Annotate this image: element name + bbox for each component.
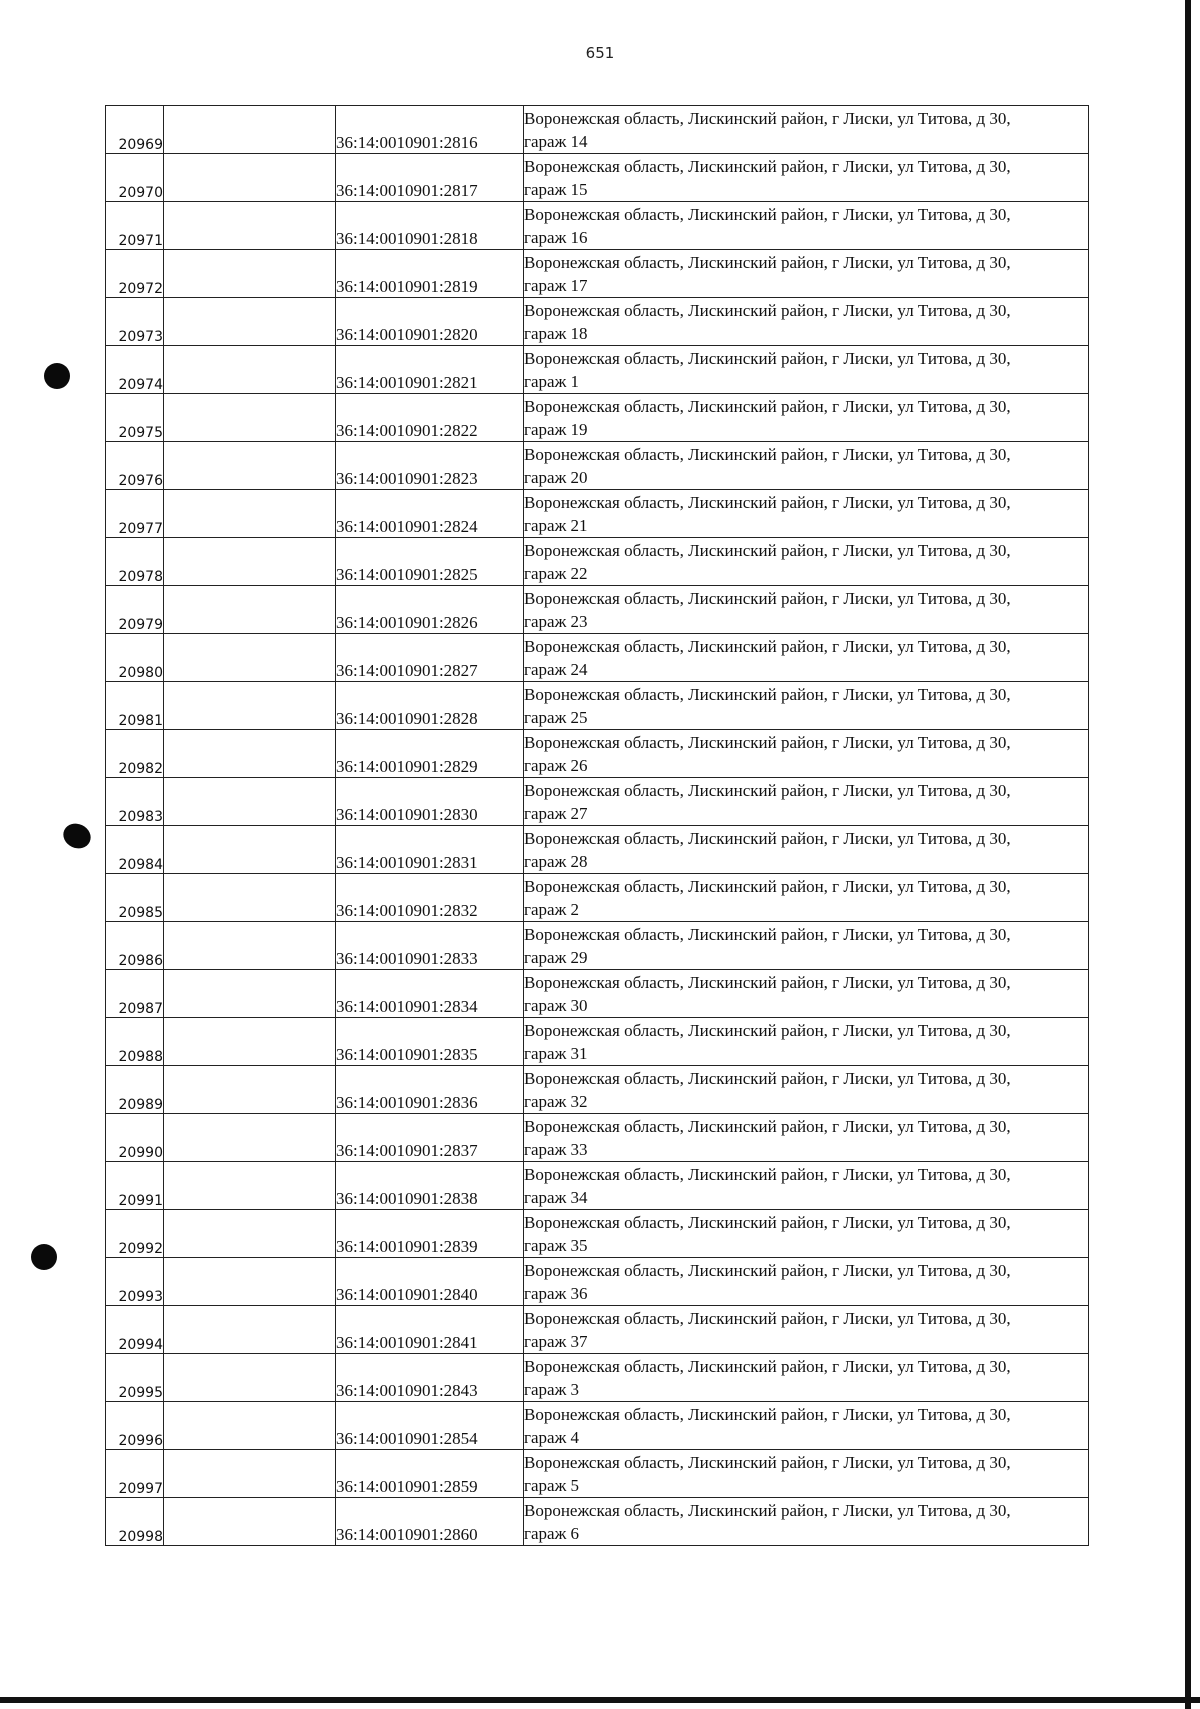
cadastral-number: 36:14:0010901:2838 bbox=[336, 1162, 524, 1210]
table-row bbox=[106, 1018, 1089, 1066]
table-row bbox=[106, 250, 1089, 298]
garage-number: гараж 22 bbox=[524, 564, 588, 583]
cadastral-number: 36:14:0010901:2833 bbox=[336, 922, 524, 970]
address-line: Воронежская область, Лискинский район, г Лиски, ул Титова, д 30, bbox=[524, 1309, 1011, 1328]
record-number: 20975 bbox=[106, 394, 164, 442]
cadastral-number: 36:14:0010901:2817 bbox=[336, 154, 524, 202]
empty-cell bbox=[164, 346, 336, 394]
address-line: Воронежская область, Лискинский район, г Лиски, ул Титова, д 30, bbox=[524, 1021, 1011, 1040]
address-cell bbox=[524, 586, 1089, 634]
garage-number: гараж 33 bbox=[524, 1140, 588, 1159]
table-row bbox=[106, 922, 1089, 970]
address-cell bbox=[524, 1114, 1089, 1162]
address-cell bbox=[524, 1402, 1089, 1450]
cadastral-number: 36:14:0010901:2825 bbox=[336, 538, 524, 586]
table-row bbox=[106, 1162, 1089, 1210]
record-number: 20995 bbox=[106, 1354, 164, 1402]
address-cell bbox=[524, 970, 1089, 1018]
table-row bbox=[106, 1306, 1089, 1354]
address-line: Воронежская область, Лискинский район, г Лиски, ул Титова, д 30, bbox=[524, 157, 1011, 176]
cadastral-number: 36:14:0010901:2843 bbox=[336, 1354, 524, 1402]
punch-hole-mark bbox=[44, 363, 70, 389]
cadastral-number: 36:14:0010901:2822 bbox=[336, 394, 524, 442]
cadastral-number: 36:14:0010901:2859 bbox=[336, 1450, 524, 1498]
address-cell bbox=[524, 1018, 1089, 1066]
address-line: Воронежская область, Лискинский район, г Лиски, ул Титова, д 30, bbox=[524, 349, 1011, 368]
empty-cell bbox=[164, 730, 336, 778]
record-number: 20977 bbox=[106, 490, 164, 538]
empty-cell bbox=[164, 1498, 336, 1546]
record-number: 20988 bbox=[106, 1018, 164, 1066]
garage-number: гараж 16 bbox=[524, 228, 588, 247]
garage-number: гараж 27 bbox=[524, 804, 588, 823]
garage-number: гараж 35 bbox=[524, 1236, 588, 1255]
table-row bbox=[106, 154, 1089, 202]
address-cell bbox=[524, 1450, 1089, 1498]
empty-cell bbox=[164, 1258, 336, 1306]
cadastral-number: 36:14:0010901:2834 bbox=[336, 970, 524, 1018]
address-line: Воронежская область, Лискинский район, г Лиски, ул Титова, д 30, bbox=[524, 301, 1011, 320]
record-number: 20998 bbox=[106, 1498, 164, 1546]
table-row bbox=[106, 1258, 1089, 1306]
record-number: 20992 bbox=[106, 1210, 164, 1258]
record-number: 20994 bbox=[106, 1306, 164, 1354]
garage-number: гараж 37 bbox=[524, 1332, 588, 1351]
record-number: 20985 bbox=[106, 874, 164, 922]
address-line: Воронежская область, Лискинский район, г Лиски, ул Титова, д 30, bbox=[524, 1213, 1011, 1232]
record-number: 20980 bbox=[106, 634, 164, 682]
table-row bbox=[106, 298, 1089, 346]
empty-cell bbox=[164, 538, 336, 586]
cadastral-number: 36:14:0010901:2826 bbox=[336, 586, 524, 634]
address-cell bbox=[524, 1306, 1089, 1354]
cadastral-number: 36:14:0010901:2841 bbox=[336, 1306, 524, 1354]
garage-number: гараж 25 bbox=[524, 708, 588, 727]
garage-number: гараж 31 bbox=[524, 1044, 588, 1063]
record-number: 20969 bbox=[106, 106, 164, 154]
record-number: 20973 bbox=[106, 298, 164, 346]
record-number: 20981 bbox=[106, 682, 164, 730]
address-cell bbox=[524, 682, 1089, 730]
table-row bbox=[106, 442, 1089, 490]
record-number: 20997 bbox=[106, 1450, 164, 1498]
record-number: 20974 bbox=[106, 346, 164, 394]
empty-cell bbox=[164, 394, 336, 442]
address-cell bbox=[524, 1354, 1089, 1402]
empty-cell bbox=[164, 634, 336, 682]
address-cell bbox=[524, 106, 1089, 154]
garage-number: гараж 2 bbox=[524, 900, 580, 919]
address-line: Воронежская область, Лискинский район, г Лиски, ул Титова, д 30, bbox=[524, 925, 1011, 944]
empty-cell bbox=[164, 1402, 336, 1450]
table-row bbox=[106, 970, 1089, 1018]
garage-number: гараж 30 bbox=[524, 996, 588, 1015]
address-cell bbox=[524, 490, 1089, 538]
cadastral-number: 36:14:0010901:2823 bbox=[336, 442, 524, 490]
scan-edge-right bbox=[1185, 0, 1191, 1709]
record-number: 20984 bbox=[106, 826, 164, 874]
empty-cell bbox=[164, 1354, 336, 1402]
record-number: 20989 bbox=[106, 1066, 164, 1114]
address-cell bbox=[524, 730, 1089, 778]
garage-number: гараж 26 bbox=[524, 756, 588, 775]
table-row bbox=[106, 586, 1089, 634]
cadastral-number: 36:14:0010901:2818 bbox=[336, 202, 524, 250]
punch-hole-mark bbox=[31, 1244, 57, 1270]
address-line: Воронежская область, Лискинский район, г Лиски, ул Титова, д 30, bbox=[524, 1069, 1011, 1088]
empty-cell bbox=[164, 298, 336, 346]
record-number: 20970 bbox=[106, 154, 164, 202]
cadastral-number: 36:14:0010901:2824 bbox=[336, 490, 524, 538]
record-number: 20987 bbox=[106, 970, 164, 1018]
address-cell bbox=[524, 1258, 1089, 1306]
cadastral-number: 36:14:0010901:2816 bbox=[336, 106, 524, 154]
address-cell bbox=[524, 1162, 1089, 1210]
garage-number: гараж 1 bbox=[524, 372, 580, 391]
cadastral-number: 36:14:0010901:2821 bbox=[336, 346, 524, 394]
empty-cell bbox=[164, 922, 336, 970]
address-cell bbox=[524, 634, 1089, 682]
cadastral-number: 36:14:0010901:2829 bbox=[336, 730, 524, 778]
address-cell bbox=[524, 1210, 1089, 1258]
cadastral-number: 36:14:0010901:2836 bbox=[336, 1066, 524, 1114]
garage-number: гараж 24 bbox=[524, 660, 588, 679]
punch-hole-mark bbox=[59, 819, 95, 853]
address-line: Воронежская область, Лискинский район, г Лиски, ул Титова, д 30, bbox=[524, 1453, 1011, 1472]
address-line: Воронежская область, Лискинский район, г Лиски, ул Титова, д 30, bbox=[524, 685, 1011, 704]
empty-cell bbox=[164, 154, 336, 202]
record-number: 20982 bbox=[106, 730, 164, 778]
address-cell bbox=[524, 874, 1089, 922]
garage-number: гараж 28 bbox=[524, 852, 588, 871]
address-cell bbox=[524, 394, 1089, 442]
address-line: Воронежская область, Лискинский район, г Лиски, ул Титова, д 30, bbox=[524, 397, 1011, 416]
registry-table-body bbox=[106, 106, 1089, 1546]
garage-number: гараж 19 bbox=[524, 420, 588, 439]
garage-number: гараж 23 bbox=[524, 612, 588, 631]
address-cell bbox=[524, 154, 1089, 202]
garage-number: гараж 34 bbox=[524, 1188, 588, 1207]
address-line: Воронежская область, Лискинский район, г Лиски, ул Титова, д 30, bbox=[524, 1405, 1011, 1424]
table-row bbox=[106, 634, 1089, 682]
table-row bbox=[106, 1498, 1089, 1546]
empty-cell bbox=[164, 1162, 336, 1210]
address-line: Воронежская область, Лискинский район, г Лиски, ул Титова, д 30, bbox=[524, 637, 1011, 656]
table-row bbox=[106, 538, 1089, 586]
address-line: Воронежская область, Лискинский район, г Лиски, ул Титова, д 30, bbox=[524, 589, 1011, 608]
garage-number: гараж 32 bbox=[524, 1092, 588, 1111]
table-row bbox=[106, 1066, 1089, 1114]
cadastral-number: 36:14:0010901:2837 bbox=[336, 1114, 524, 1162]
address-line: Воронежская область, Лискинский район, г Лиски, ул Титова, д 30, bbox=[524, 1261, 1011, 1280]
garage-number: гараж 18 bbox=[524, 324, 588, 343]
garage-number: гараж 4 bbox=[524, 1428, 580, 1447]
garage-number: гараж 14 bbox=[524, 132, 588, 151]
address-line: Воронежская область, Лискинский район, г Лиски, ул Титова, д 30, bbox=[524, 205, 1011, 224]
garage-number: гараж 29 bbox=[524, 948, 588, 967]
empty-cell bbox=[164, 202, 336, 250]
address-cell bbox=[524, 1066, 1089, 1114]
empty-cell bbox=[164, 1306, 336, 1354]
address-line: Воронежская область, Лискинский район, г Лиски, ул Титова, д 30, bbox=[524, 733, 1011, 752]
cadastral-number: 36:14:0010901:2839 bbox=[336, 1210, 524, 1258]
address-line: Воронежская область, Лискинский район, г Лиски, ул Титова, д 30, bbox=[524, 541, 1011, 560]
garage-number: гараж 17 bbox=[524, 276, 588, 295]
empty-cell bbox=[164, 874, 336, 922]
record-number: 20972 bbox=[106, 250, 164, 298]
empty-cell bbox=[164, 826, 336, 874]
address-cell bbox=[524, 778, 1089, 826]
table-row bbox=[106, 1402, 1089, 1450]
scan-edge-bottom bbox=[0, 1697, 1200, 1703]
address-cell bbox=[524, 1498, 1089, 1546]
empty-cell bbox=[164, 778, 336, 826]
address-line: Воронежская область, Лискинский район, г Лиски, ул Титова, д 30, bbox=[524, 781, 1011, 800]
address-line: Воронежская область, Лискинский район, г Лиски, ул Титова, д 30, bbox=[524, 109, 1011, 128]
cadastral-number: 36:14:0010901:2819 bbox=[336, 250, 524, 298]
record-number: 20978 bbox=[106, 538, 164, 586]
table-row bbox=[106, 1210, 1089, 1258]
address-line: Воронежская область, Лискинский район, г Лиски, ул Титова, д 30, bbox=[524, 829, 1011, 848]
address-line: Воронежская область, Лискинский район, г Лиски, ул Титова, д 30, bbox=[524, 877, 1011, 896]
address-cell bbox=[524, 442, 1089, 490]
table-row bbox=[106, 394, 1089, 442]
record-number: 20991 bbox=[106, 1162, 164, 1210]
garage-number: гараж 20 bbox=[524, 468, 588, 487]
address-cell bbox=[524, 298, 1089, 346]
address-cell bbox=[524, 202, 1089, 250]
garage-number: гараж 15 bbox=[524, 180, 588, 199]
address-line: Воронежская область, Лискинский район, г Лиски, ул Титова, д 30, bbox=[524, 493, 1011, 512]
record-number: 20996 bbox=[106, 1402, 164, 1450]
record-number: 20990 bbox=[106, 1114, 164, 1162]
address-line: Воронежская область, Лискинский район, г Лиски, ул Титова, д 30, bbox=[524, 253, 1011, 272]
page-number: 651 bbox=[585, 44, 615, 62]
empty-cell bbox=[164, 442, 336, 490]
table-row bbox=[106, 346, 1089, 394]
empty-cell bbox=[164, 1066, 336, 1114]
cadastral-number: 36:14:0010901:2820 bbox=[336, 298, 524, 346]
table-row bbox=[106, 1114, 1089, 1162]
address-cell bbox=[524, 250, 1089, 298]
cadastral-number: 36:14:0010901:2835 bbox=[336, 1018, 524, 1066]
address-line: Воронежская область, Лискинский район, г Лиски, ул Титова, д 30, bbox=[524, 1501, 1011, 1520]
empty-cell bbox=[164, 1018, 336, 1066]
table-row bbox=[106, 1450, 1089, 1498]
garage-number: гараж 6 bbox=[524, 1524, 580, 1543]
address-cell bbox=[524, 538, 1089, 586]
address-line: Воронежская область, Лискинский район, г Лиски, ул Титова, д 30, bbox=[524, 1357, 1011, 1376]
garage-number: гараж 5 bbox=[524, 1476, 580, 1495]
cadastral-number: 36:14:0010901:2854 bbox=[336, 1402, 524, 1450]
table-row bbox=[106, 730, 1089, 778]
garage-number: гараж 3 bbox=[524, 1380, 580, 1399]
empty-cell bbox=[164, 490, 336, 538]
table-row bbox=[106, 1354, 1089, 1402]
record-number: 20993 bbox=[106, 1258, 164, 1306]
empty-cell bbox=[164, 1114, 336, 1162]
address-line: Воронежская область, Лискинский район, г Лиски, ул Титова, д 30, bbox=[524, 973, 1011, 992]
address-cell bbox=[524, 922, 1089, 970]
empty-cell bbox=[164, 970, 336, 1018]
empty-cell bbox=[164, 1210, 336, 1258]
address-line: Воронежская область, Лискинский район, г Лиски, ул Титова, д 30, bbox=[524, 1117, 1011, 1136]
cadastral-number: 36:14:0010901:2827 bbox=[336, 634, 524, 682]
table-row bbox=[106, 202, 1089, 250]
record-number: 20986 bbox=[106, 922, 164, 970]
cadastral-number: 36:14:0010901:2832 bbox=[336, 874, 524, 922]
cadastral-number: 36:14:0010901:2830 bbox=[336, 778, 524, 826]
garage-number: гараж 36 bbox=[524, 1284, 588, 1303]
address-line: Воронежская область, Лискинский район, г Лиски, ул Титова, д 30, bbox=[524, 445, 1011, 464]
empty-cell bbox=[164, 1450, 336, 1498]
table-row bbox=[106, 874, 1089, 922]
garage-number: гараж 21 bbox=[524, 516, 588, 535]
table-row bbox=[106, 106, 1089, 154]
address-line: Воронежская область, Лискинский район, г Лиски, ул Титова, д 30, bbox=[524, 1165, 1011, 1184]
record-number: 20976 bbox=[106, 442, 164, 490]
record-number: 20971 bbox=[106, 202, 164, 250]
table-row bbox=[106, 826, 1089, 874]
empty-cell bbox=[164, 106, 336, 154]
address-cell bbox=[524, 826, 1089, 874]
record-number: 20983 bbox=[106, 778, 164, 826]
table-row bbox=[106, 682, 1089, 730]
record-number: 20979 bbox=[106, 586, 164, 634]
address-cell bbox=[524, 346, 1089, 394]
empty-cell bbox=[164, 250, 336, 298]
empty-cell bbox=[164, 682, 336, 730]
empty-cell bbox=[164, 586, 336, 634]
table-row bbox=[106, 490, 1089, 538]
cadastral-number: 36:14:0010901:2840 bbox=[336, 1258, 524, 1306]
table-row bbox=[106, 778, 1089, 826]
cadastral-number: 36:14:0010901:2828 bbox=[336, 682, 524, 730]
cadastral-number: 36:14:0010901:2860 bbox=[336, 1498, 524, 1546]
registry-table bbox=[105, 105, 1089, 1546]
cadastral-number: 36:14:0010901:2831 bbox=[336, 826, 524, 874]
